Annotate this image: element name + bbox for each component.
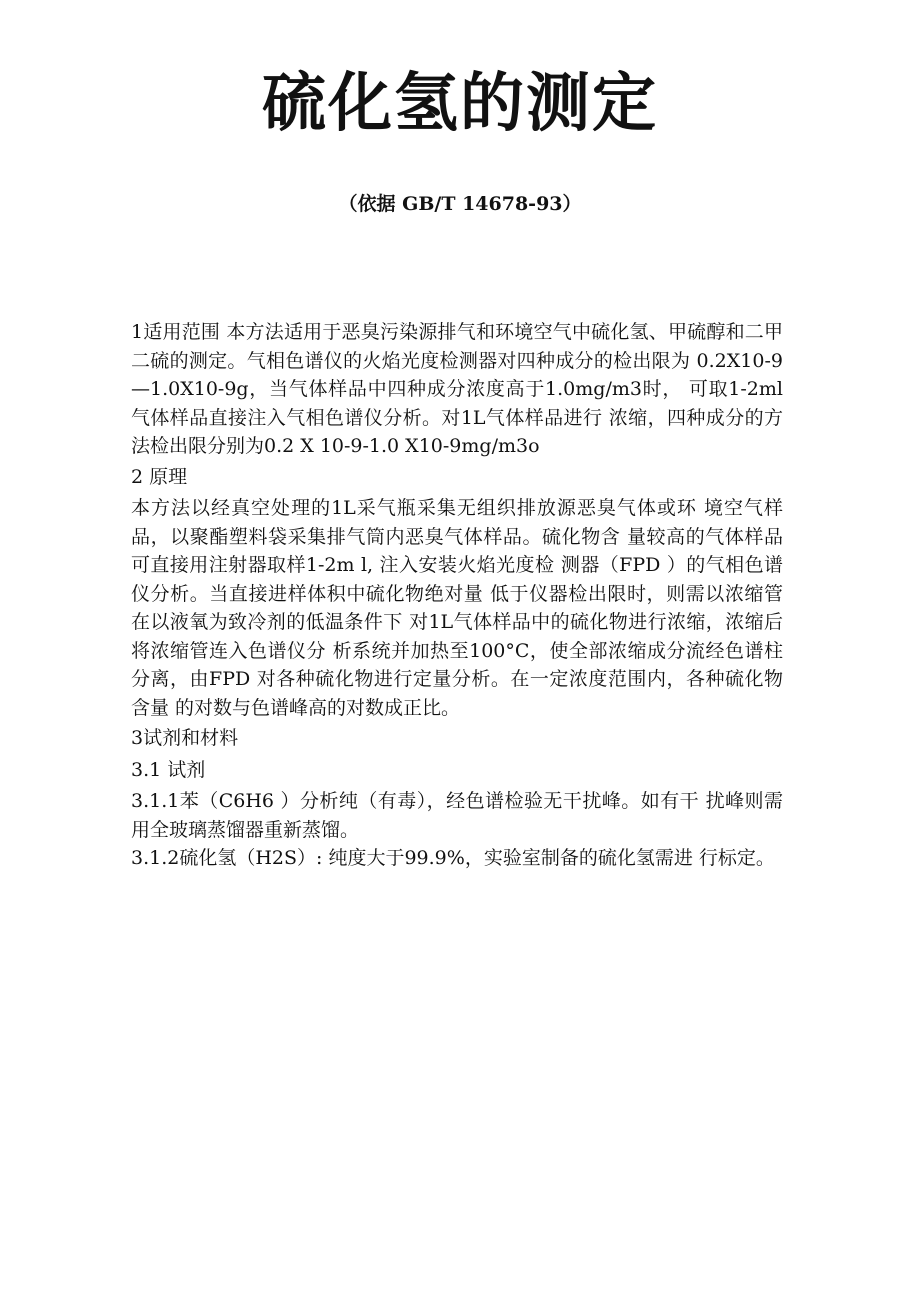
- section-3-1-1: 3.1.1苯（C6H6 ）分析纯（有毒），经色谱检验无干扰峰。如有干 扰峰则需用全玻璃蒸馏器重新蒸馏。: [131, 790, 783, 841]
- section-3-heading: 3试剂和材料: [131, 727, 239, 749]
- document-title: 硫化氢的测定: [262, 66, 658, 141]
- section-2-heading: 2 原理: [131, 465, 188, 488]
- section-3-1-heading: 3.1 试剂: [131, 758, 206, 781]
- section-3-1-2: 3.1.2硫化氢（H2S）: 纯度大于99.9%，实验室制备的硫化氢需进 行标定。: [131, 847, 775, 869]
- document-body: [131, 318, 783, 873]
- section-1-scope: 1适用范围 本方法适用于恶臭污染源排气和环境空气中硫化氢、甲硫醇和二甲 二硫的测定。气相色谱仪的火焰光度检测器对四种成分的检出限为 0.2X10-9—1.0X10-9g，当气体样品中四种成分浓度高于1.0mg/m3时， 可取1-2ml气体样品直接注入气相色谱仪分析。对1L气体样品进行 浓缩，四种成分的方法检出限分别为0.2 X 10-9-1.0 X10-9mg/m3o: [131, 321, 783, 457]
- document-subtitle: （依据 GB/T 14678-93）: [338, 193, 582, 215]
- section-2-principle: 本方法以经真空处理的1L采气瓶采集无组织排放源恶臭气体或环 境空气样品，以聚酯塑料袋采集排气筒内恶臭气体样品。硫化物含 量较高的气体样品可直接用注射器取样1-2m l, 注入安装火焰光度检 测器（FPD ）的气相色谱仪分析。当直接进样体积中硫化物绝对量 低于仪器检出限时，则需以浓缩管在以液氧为致冷剂的低温条件下 对1L气体样品中的硫化物进行浓缩，浓缩后将浓缩管连入色谱仪分 析系统并加热至100°C，使全部浓缩成分流经色谱柱分离，由FPD 对各种硫化物进行定量分析。在一定浓度范围内，各种硫化物含量 的对数与色谱峰高的对数成正比。: [131, 497, 783, 719]
